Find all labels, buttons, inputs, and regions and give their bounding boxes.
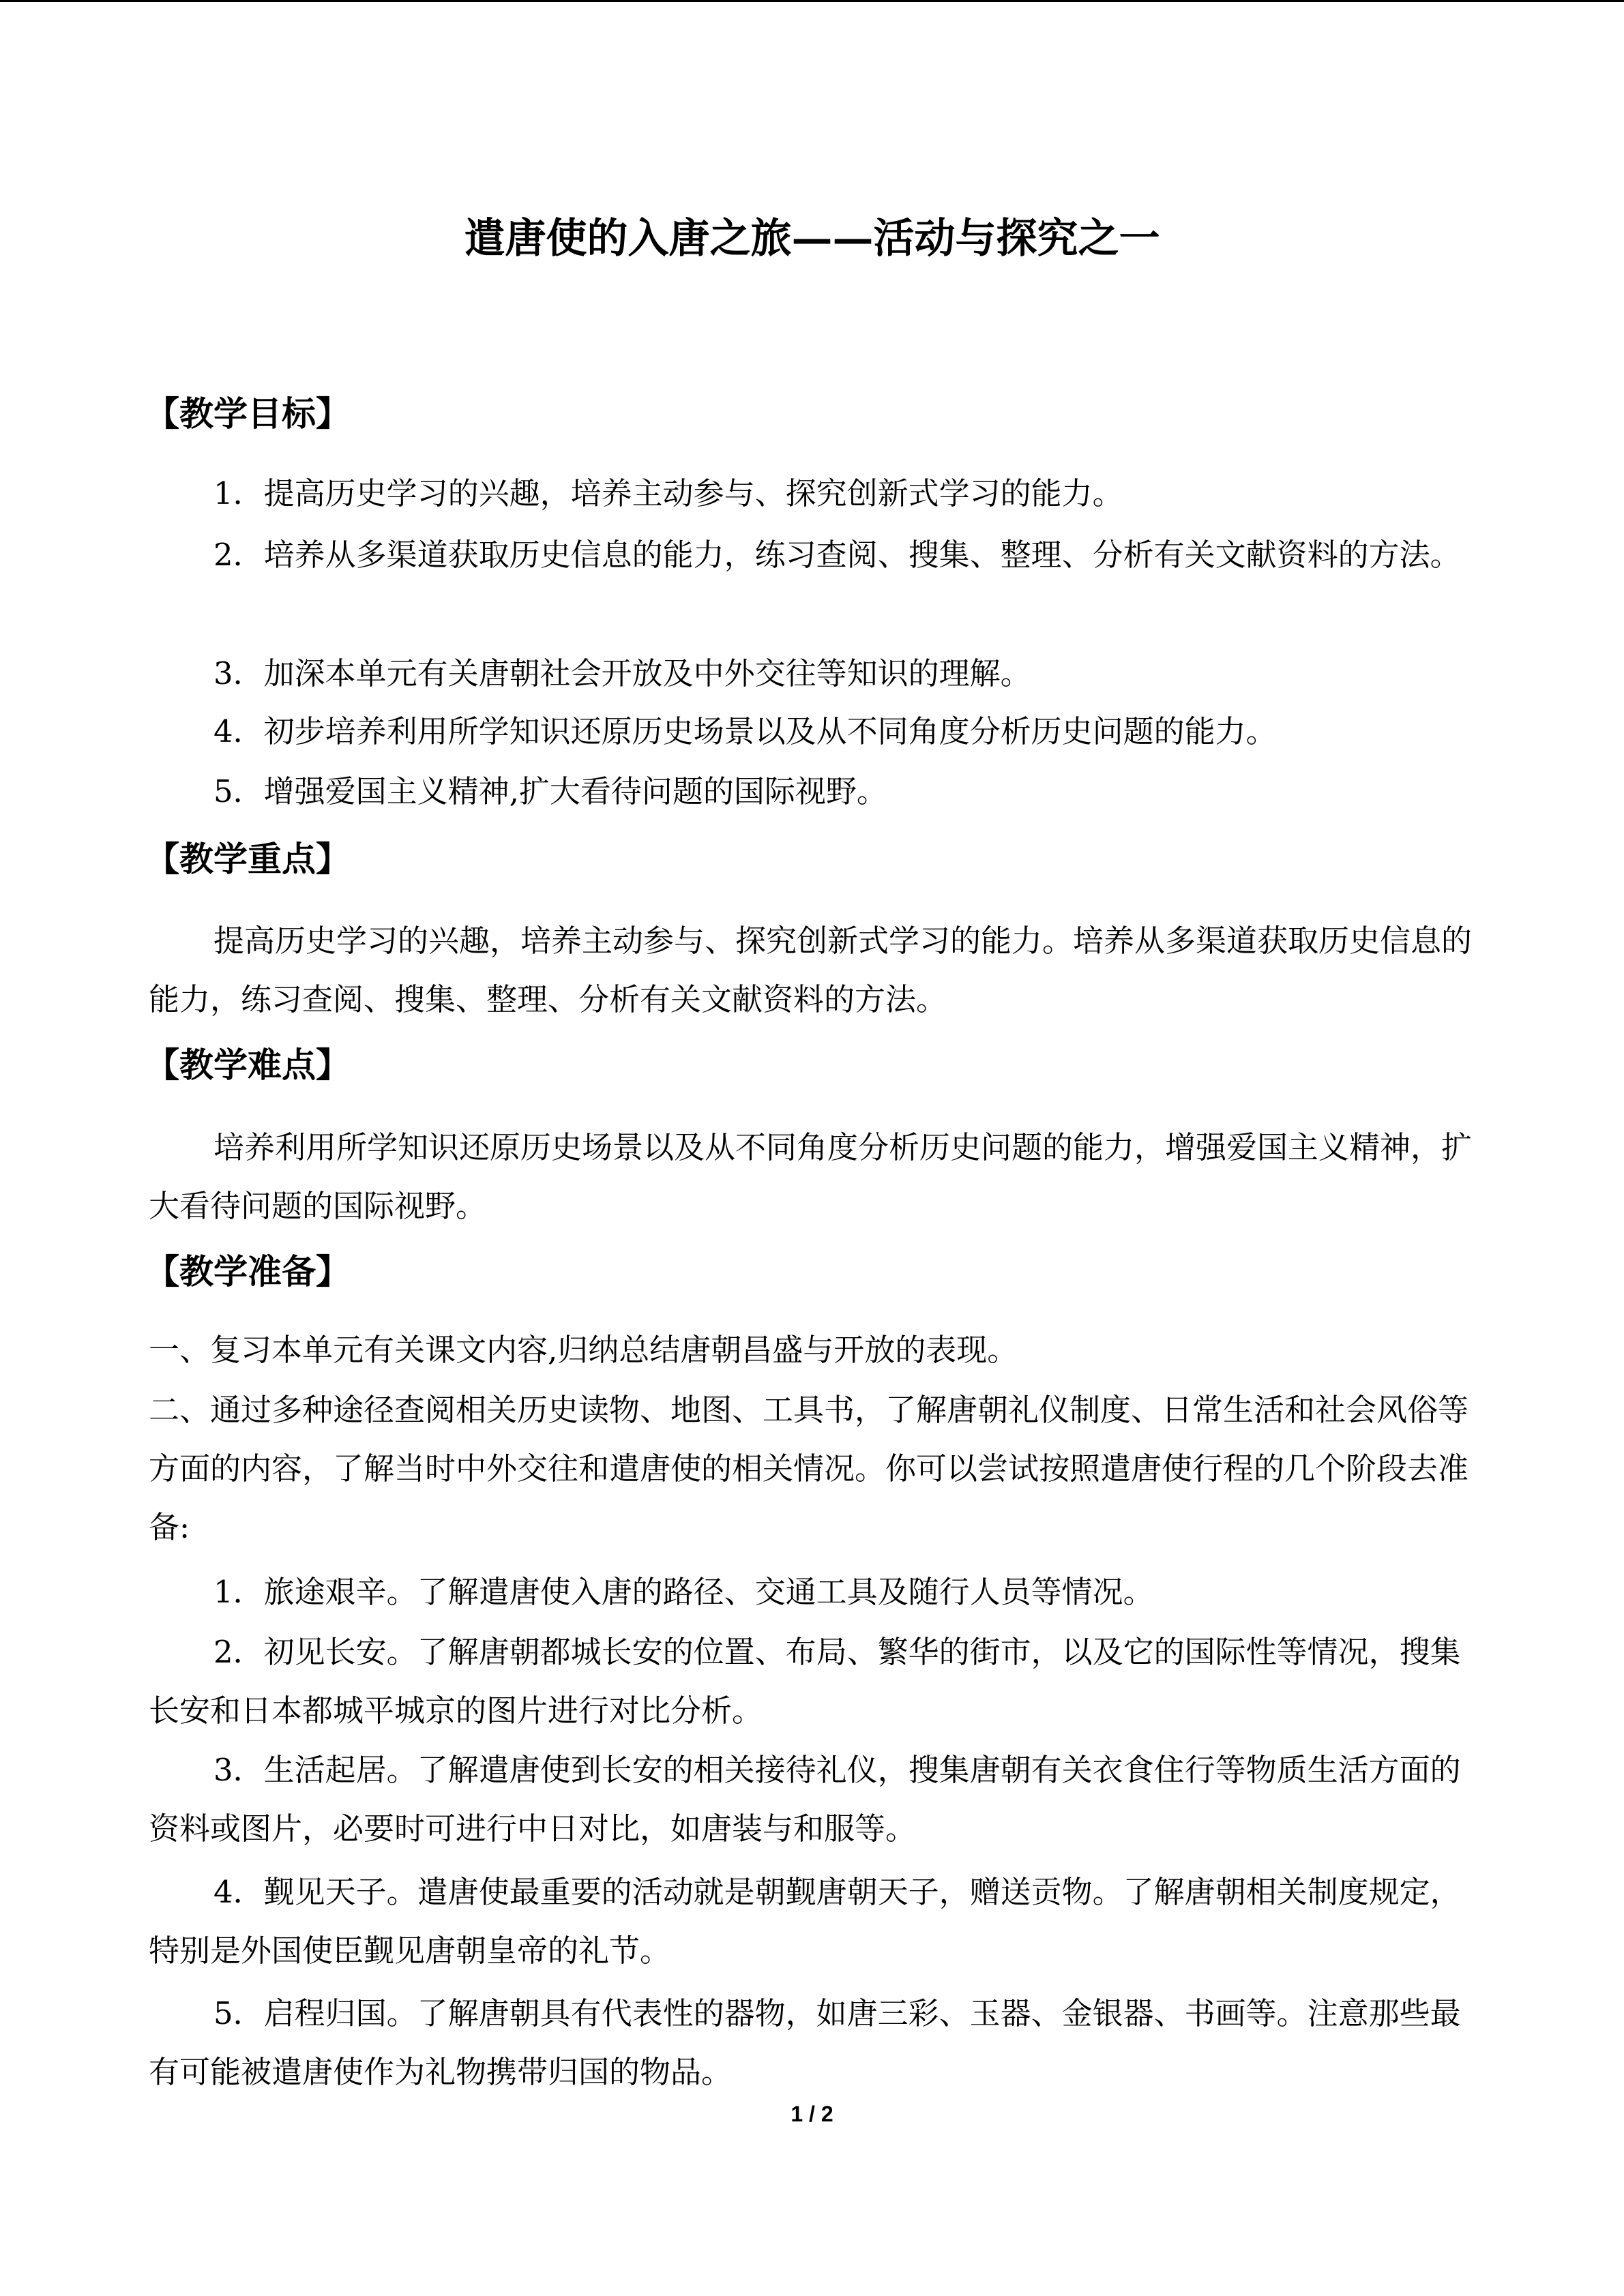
preparation-step: 5．启程归国。了解唐朝具有代表性的器物，如唐三彩、玉器、金银器、书画等。注意那些最有可能被遣唐使作为礼物携带归国的物品。 bbox=[149, 1995, 1461, 2090]
document-title: 遣唐使的入唐之旅——活动与探究之一 bbox=[464, 215, 1160, 263]
key-points-text: 提高历史学习的兴趣，培养主动参与、探究创新式学习的能力。培养从多渠道获取历史信息的能力，练习查阅、搜集、整理、分析有关文献资料的方法。 bbox=[149, 923, 1473, 1017]
preparation-step: 4．觐见天子。遣唐使最重要的活动就是朝觐唐朝天子，赠送贡物。了解唐朝相关制度规定，特别是外国使臣觐见唐朝皇帝的礼节。 bbox=[149, 1874, 1461, 1969]
preparation-intro: 二、通过多种途径查阅相关历史读物、地图、工具书，了解唐朝礼仪制度、日常生活和社会风俗等方面的内容，了解当时中外交往和遣唐使的相关情况。你可以尝试按照遣唐使行程的几个阶段去准备: bbox=[149, 1392, 1469, 1545]
goal-item: 5．增强爱国主义精神,扩大看待问题的国际视野。 bbox=[213, 773, 887, 809]
section-heading-key-points: 【教学重点】 bbox=[145, 839, 350, 879]
goal-item: 4．初步培养利用所学知识还原历史场景以及从不同角度分析历史问题的能力。 bbox=[213, 713, 1277, 749]
preparation-intro: 一、复习本单元有关课文内容,归纳总结唐朝昌盛与开放的表现。 bbox=[149, 1332, 1018, 1368]
difficulties-text: 培养利用所学知识还原历史场景以及从不同角度分析历史问题的能力，增强爱国主义精神，扩大看待问题的国际视野。 bbox=[149, 1129, 1473, 1224]
section-heading-difficulties: 【教学难点】 bbox=[145, 1045, 350, 1085]
goal-item: 1．提高历史学习的兴趣，培养主动参与、探究创新式学习的能力。 bbox=[213, 475, 1123, 511]
preparation-step: 2．初见长安。了解唐朝都城长安的位置、布局、繁华的街市，以及它的国际性等情况，搜集长安和日本都城平城京的图片进行对比分析。 bbox=[149, 1634, 1461, 1729]
goal-item: 2．培养从多渠道获取历史信息的能力，练习查阅、搜集、整理、分析有关文献资料的方法。 bbox=[213, 537, 1461, 573]
preparation-step: 1．旅途艰辛。了解遣唐使入唐的路径、交通工具及随行人员等情况。 bbox=[213, 1574, 1154, 1610]
preparation-step: 3．生活起居。了解遣唐使到长安的相关接待礼仪，搜集唐朝有关衣食住行等物质生活方面的资料或图片，必要时可进行中日对比，如唐装与和服等。 bbox=[149, 1752, 1461, 1847]
top-border-line bbox=[0, 0, 1624, 2]
section-heading-preparation: 【教学准备】 bbox=[145, 1251, 350, 1292]
goal-item: 3．加深本单元有关唐朝社会开放及中外交往等知识的理解。 bbox=[213, 655, 1031, 691]
section-heading-goals: 【教学目标】 bbox=[145, 393, 350, 434]
page-number: 1 / 2 bbox=[791, 2102, 833, 2126]
